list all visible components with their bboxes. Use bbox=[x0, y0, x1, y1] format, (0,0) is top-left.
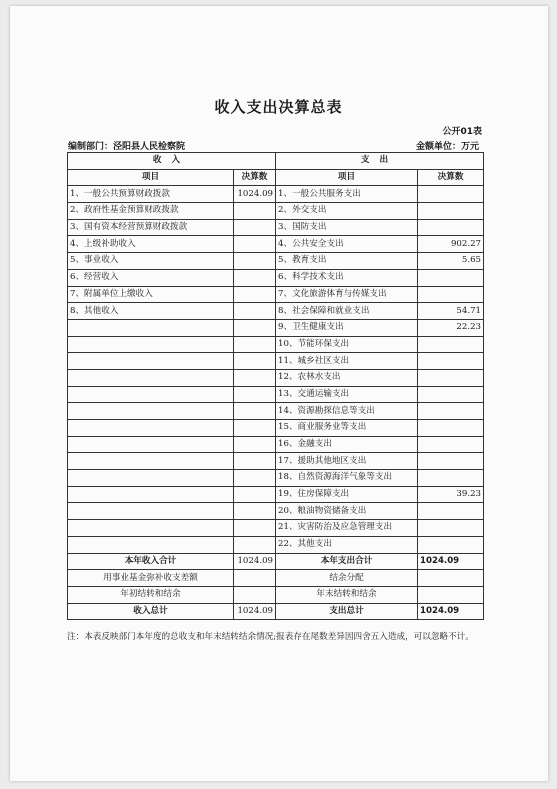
expense-amount-cell bbox=[418, 536, 484, 553]
expense-item-cell: 12、农林水支出 bbox=[276, 369, 418, 386]
income-item-cell: 8、其他收入 bbox=[68, 303, 234, 320]
total-row bbox=[68, 586, 484, 603]
income-amount-cell bbox=[234, 520, 276, 537]
table-row bbox=[68, 486, 484, 503]
expense-item-cell: 18、自然资源海洋气象等支出 bbox=[276, 470, 418, 487]
income-item-cell: 5、事业收入 bbox=[68, 253, 234, 270]
total-row bbox=[68, 603, 484, 620]
expense-item-cell: 17、援助其他地区支出 bbox=[276, 453, 418, 470]
income-item-cell bbox=[68, 369, 234, 386]
expense-item-header: 项目 bbox=[276, 169, 418, 186]
table-row bbox=[68, 470, 484, 487]
table-row bbox=[68, 536, 484, 553]
expense-item-cell: 9、卫生健康支出 bbox=[276, 319, 418, 336]
expense-item-cell: 7、文化旅游体育与传媒支出 bbox=[276, 286, 418, 303]
expense-amount-cell bbox=[418, 453, 484, 470]
income-item-cell bbox=[68, 403, 234, 420]
expense-item-cell: 11、城乡社区支出 bbox=[276, 353, 418, 370]
expense-amount-cell bbox=[418, 403, 484, 420]
table-row bbox=[68, 353, 484, 370]
income-total-amount bbox=[234, 586, 276, 603]
expense-amount-cell bbox=[418, 520, 484, 537]
table-row bbox=[68, 219, 484, 236]
expense-amount-cell bbox=[418, 436, 484, 453]
table-row bbox=[68, 269, 484, 286]
income-amount-cell bbox=[234, 503, 276, 520]
section-header-row bbox=[68, 153, 484, 170]
income-total-amount: 1024.09 bbox=[234, 603, 276, 620]
income-total-label: 收入总计 bbox=[68, 603, 234, 620]
expense-item-cell: 4、公共安全支出 bbox=[276, 236, 418, 253]
expense-amount-cell: 54.71 bbox=[418, 303, 484, 320]
expense-item-cell: 15、商业服务业等支出 bbox=[276, 420, 418, 437]
amount-unit: 金额单位：万元 bbox=[415, 142, 479, 152]
income-amount-cell bbox=[234, 386, 276, 403]
income-expense-table bbox=[67, 152, 484, 620]
income-amount-cell bbox=[234, 436, 276, 453]
expense-total-label: 结余分配 bbox=[276, 570, 418, 587]
income-amount-cell bbox=[234, 453, 276, 470]
expense-item-cell: 19、住房保障支出 bbox=[276, 486, 418, 503]
income-item-cell bbox=[68, 436, 234, 453]
income-total-amount bbox=[234, 570, 276, 587]
expense-amount-cell bbox=[418, 503, 484, 520]
total-row bbox=[68, 553, 484, 570]
income-amount-cell bbox=[234, 403, 276, 420]
income-amount-cell bbox=[234, 286, 276, 303]
expense-total-label: 本年支出合计 bbox=[276, 553, 418, 570]
income-section-label: 收入 bbox=[68, 153, 276, 170]
expense-item-cell: 8、社会保障和就业支出 bbox=[276, 303, 418, 320]
income-item-cell bbox=[68, 386, 234, 403]
expense-amount-cell: 5.65 bbox=[418, 253, 484, 270]
table-row bbox=[68, 403, 484, 420]
table-row bbox=[68, 203, 484, 220]
table-row bbox=[68, 303, 484, 320]
expense-item-cell: 13、交通运输支出 bbox=[276, 386, 418, 403]
expense-item-cell: 3、国防支出 bbox=[276, 219, 418, 236]
income-amount-header: 决算数 bbox=[234, 169, 276, 186]
income-amount-cell bbox=[234, 353, 276, 370]
expense-amount-cell bbox=[418, 286, 484, 303]
expense-item-cell: 1、一般公共服务支出 bbox=[276, 186, 418, 203]
expense-amount-cell bbox=[418, 219, 484, 236]
income-item-cell bbox=[68, 470, 234, 487]
expense-item-cell: 14、资源勘探信息等支出 bbox=[276, 403, 418, 420]
expense-item-cell: 21、灾害防治及应急管理支出 bbox=[276, 520, 418, 537]
expense-amount-header: 决算数 bbox=[418, 169, 484, 186]
total-row bbox=[68, 570, 484, 587]
expense-amount-cell bbox=[418, 336, 484, 353]
income-item-cell bbox=[68, 319, 234, 336]
expense-item-cell: 5、教育支出 bbox=[276, 253, 418, 270]
income-amount-cell bbox=[234, 219, 276, 236]
expense-amount-cell bbox=[418, 369, 484, 386]
income-total-amount: 1024.09 bbox=[234, 553, 276, 570]
table-row bbox=[68, 286, 484, 303]
table-row bbox=[68, 253, 484, 270]
expense-total-label: 支出总计 bbox=[276, 603, 418, 620]
table-row bbox=[68, 186, 484, 203]
table-row bbox=[68, 336, 484, 353]
table-row bbox=[68, 503, 484, 520]
income-total-label: 用事业基金弥补收支差额 bbox=[68, 570, 234, 587]
table-row bbox=[68, 236, 484, 253]
expense-amount-cell: 902.27 bbox=[418, 236, 484, 253]
income-item-cell bbox=[68, 353, 234, 370]
income-amount-cell bbox=[234, 319, 276, 336]
expense-item-cell: 10、节能环保支出 bbox=[276, 336, 418, 353]
table-row bbox=[68, 319, 484, 336]
expense-amount-cell: 22.23 bbox=[418, 319, 484, 336]
income-item-cell: 3、国有资本经营预算财政拨款 bbox=[68, 219, 234, 236]
expense-amount-cell bbox=[418, 353, 484, 370]
expense-item-cell: 20、粮油物资储备支出 bbox=[276, 503, 418, 520]
expense-amount-cell bbox=[418, 269, 484, 286]
income-item-cell bbox=[68, 503, 234, 520]
income-item-header: 项目 bbox=[68, 169, 234, 186]
income-item-cell: 1、一般公共预算财政拨款 bbox=[68, 186, 234, 203]
income-item-cell bbox=[68, 536, 234, 553]
income-item-cell bbox=[68, 453, 234, 470]
income-item-cell: 2、政府性基金预算财政拨款 bbox=[68, 203, 234, 220]
expense-item-cell: 6、科学技术支出 bbox=[276, 269, 418, 286]
page-title: 收入支出决算总表 bbox=[214, 98, 343, 116]
income-amount-cell bbox=[234, 269, 276, 286]
income-amount-cell bbox=[234, 536, 276, 553]
table-row bbox=[68, 436, 484, 453]
income-amount-cell bbox=[234, 369, 276, 386]
income-item-cell bbox=[68, 486, 234, 503]
expense-amount-cell bbox=[418, 203, 484, 220]
income-item-cell: 7、附属单位上缴收入 bbox=[68, 286, 234, 303]
expense-amount-cell bbox=[418, 386, 484, 403]
income-amount-cell bbox=[234, 236, 276, 253]
table-footnote: 注：本表反映部门本年度的总收支和年末结转结余情况;报表存在尾数差异因四舍五入造成，可以忽略不计。 bbox=[67, 632, 474, 642]
income-amount-cell bbox=[234, 470, 276, 487]
table-row bbox=[68, 420, 484, 437]
income-amount-cell bbox=[234, 253, 276, 270]
expense-amount-cell bbox=[418, 420, 484, 437]
expense-item-cell: 22、其他支出 bbox=[276, 536, 418, 553]
column-header-row bbox=[68, 169, 484, 186]
table-row bbox=[68, 369, 484, 386]
income-amount-cell bbox=[234, 303, 276, 320]
income-item-cell bbox=[68, 420, 234, 437]
expense-item-cell: 2、外交支出 bbox=[276, 203, 418, 220]
income-amount-cell bbox=[234, 203, 276, 220]
income-item-cell: 6、经营收入 bbox=[68, 269, 234, 286]
expense-total-amount: 1024.09 bbox=[418, 553, 484, 570]
table-row bbox=[68, 386, 484, 403]
income-total-label: 本年收入合计 bbox=[68, 553, 234, 570]
income-total-label: 年初结转和结余 bbox=[68, 586, 234, 603]
income-item-cell: 4、上级补助收入 bbox=[68, 236, 234, 253]
income-amount-cell bbox=[234, 420, 276, 437]
table-row bbox=[68, 453, 484, 470]
compiling-department: 编制部门：泾阳县人民检察院 bbox=[68, 142, 186, 152]
income-amount-cell: 1024.09 bbox=[234, 186, 276, 203]
expense-amount-cell: 39.23 bbox=[418, 486, 484, 503]
expense-total-label: 年末结转和结余 bbox=[276, 586, 418, 603]
income-amount-cell bbox=[234, 336, 276, 353]
expense-amount-cell bbox=[418, 186, 484, 203]
income-item-cell bbox=[68, 520, 234, 537]
form-number: 公开01表 bbox=[442, 127, 482, 137]
expense-total-amount: 1024.09 bbox=[418, 603, 484, 620]
expense-total-amount bbox=[418, 586, 484, 603]
expense-amount-cell bbox=[418, 470, 484, 487]
expense-item-cell: 16、金融支出 bbox=[276, 436, 418, 453]
table-row bbox=[68, 520, 484, 537]
expense-section-label: 支出 bbox=[276, 153, 484, 170]
income-amount-cell bbox=[234, 486, 276, 503]
expense-total-amount bbox=[418, 570, 484, 587]
income-item-cell bbox=[68, 336, 234, 353]
